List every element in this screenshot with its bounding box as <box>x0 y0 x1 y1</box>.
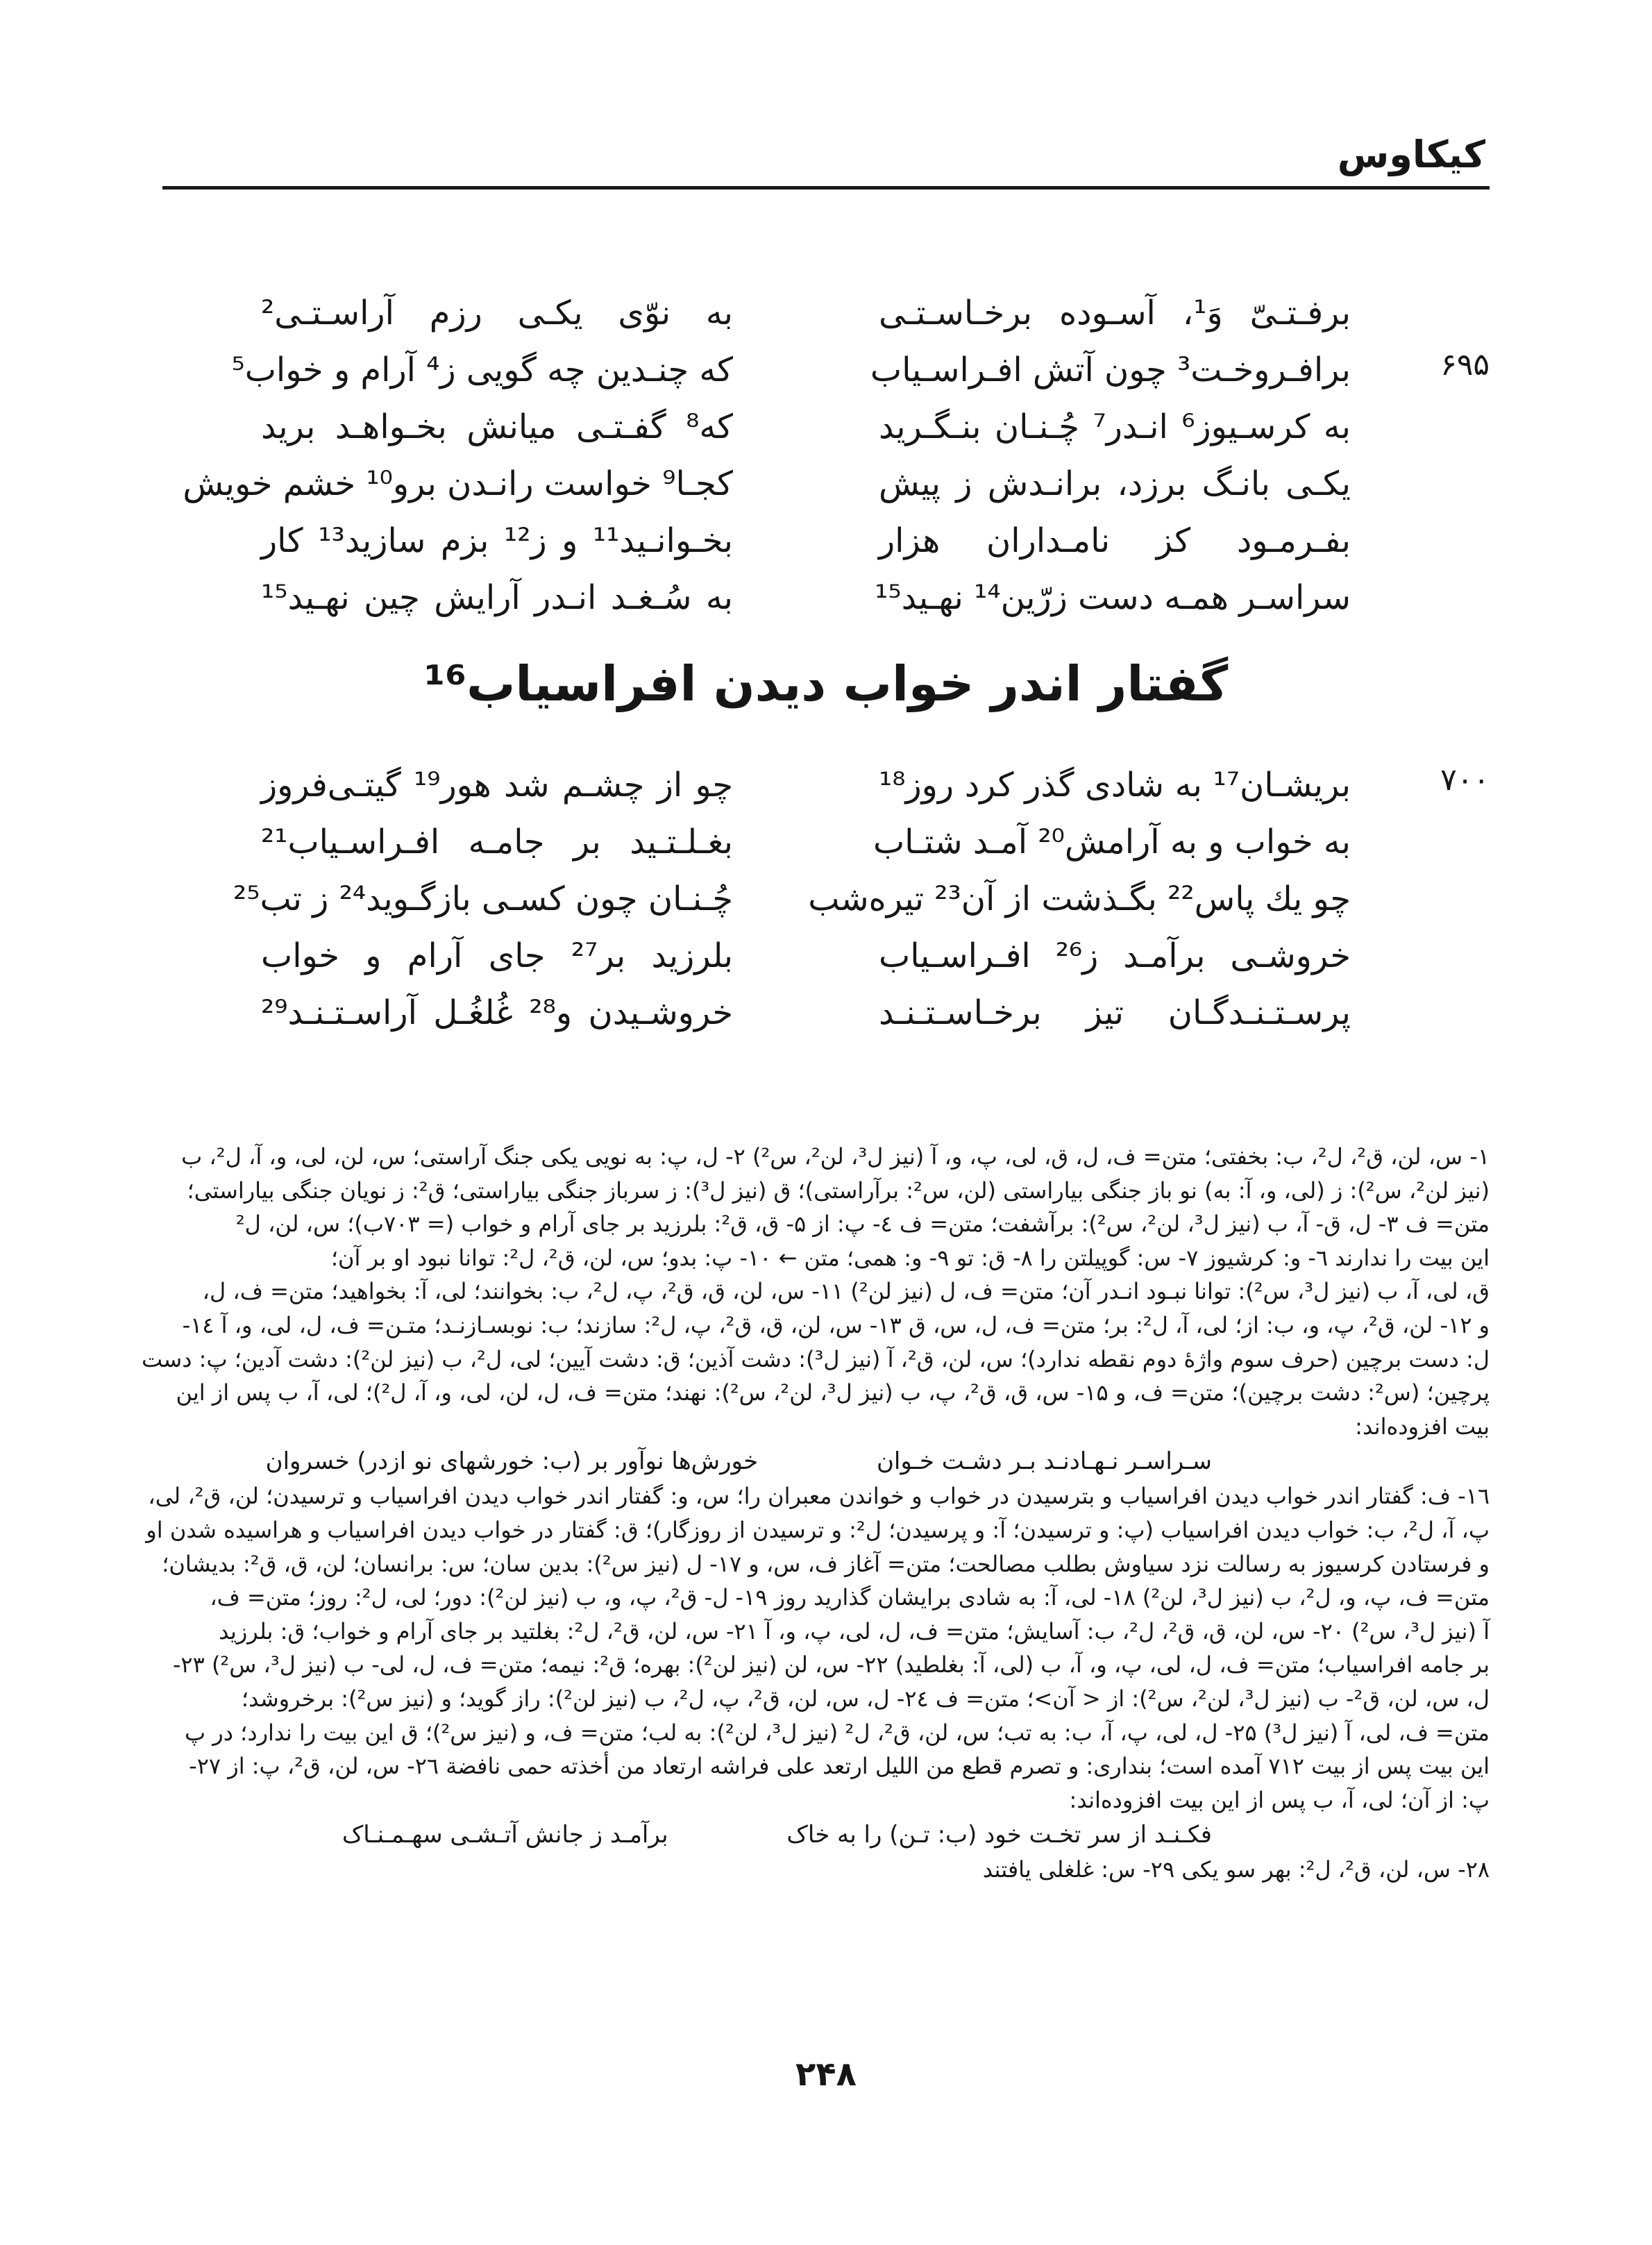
hemistich-second: چو از چشـم شد هور¹⁹ گیتـی‌فروز <box>261 766 734 805</box>
hemistich-second: که⁸ گفـتـی میانش بخـواهـد برید <box>261 407 733 446</box>
footnote-verse-second: برآمـد ز جانش آتـشـی سهـمـنـاک <box>342 1821 668 1849</box>
footnote-verse <box>162 1817 1490 1853</box>
hemistich-second: خروشـیدن و²⁸ غُلغُـل آراسـتـنـد²⁹ <box>261 993 734 1032</box>
hemistich-second: به نوّی یکـی رزم آراسـتـی² <box>261 294 733 333</box>
verse-row <box>231 342 1490 398</box>
section-heading: گفتار اندر خواب دیدن افراسیاب¹⁶ <box>423 655 1229 712</box>
footnotes <box>142 1140 1490 1887</box>
page-number: ۲۴۸ <box>795 2055 857 2094</box>
hemistich-second: به سُـغـد انـدر آرایش چین نهـید¹⁵ <box>261 578 733 617</box>
verse-number: ۶۹۵ <box>1440 347 1490 382</box>
hemistich-second: بغـلـتـید بر جامـه افـراسـیاب²¹ <box>261 823 733 861</box>
footnote-line: ق، لی، آ، ب (نیز ل³، س²): توانا نبـود انـدر آن؛ متن= ف، ل (نیز لن²) ۱۱- س، لن، ق، ق²، پ، ل²، ب: بخوانند؛ لی، آ: بخواهید؛ متن= ف، ل، <box>202 1278 1490 1305</box>
verse-row <box>233 871 1490 927</box>
hemistich-second: کجـا⁹ خواست رانـدن برو¹⁰ خشم خویش <box>183 464 733 503</box>
footnote-line: بیت افزوده‌اند: <box>1355 1413 1490 1440</box>
footnote-line: بر جامه افراسیاب؛ متن= ف، ل، لی، پ، و، آ، ب (لی، آ: بغلطید) ۲۲- س، لن (نیز لن²): بهره؛ ق²: نیمه؛ متن= ف، ل، لی- ب (نیز ل³، س²) ۲۳- <box>172 1651 1490 1679</box>
verses-top <box>183 285 1490 626</box>
hemistich-second: چُـنـان چون کسـی بازگـوید²⁴ ز تب²⁵ <box>233 880 733 918</box>
footnote-line: متن= ف ۳- ل، ق- آ، ب (نیز ل³، لن²، س²): برآشفت؛ متن= ف ٤- پ: از ۵- ق، ق²: بلرزید بر جای آرام و خواب (= ۷۰۳ب)؛ س، لن، ل² <box>235 1211 1490 1238</box>
footnote-line: (نیز لن²، س²): ز (لی، و، آ: به) نو باز جنگی بیاراستی (لن، س²: برآراستی)؛ ق (نیز ل³): ز سرباز جنگی بیاراستی؛ ق²: ز نویان جنگی بیاراستی؛ <box>187 1177 1490 1204</box>
hemistich-first: سراسـر همـه دست زرّین¹⁴ نهـید¹⁵ <box>875 578 1351 617</box>
hemistich-first: برافـروخـت³ چون آتش افـراسـیاب <box>870 351 1351 389</box>
hemistich-first: بریشـان¹⁷ به شادی گذر کرد روز¹⁸ <box>879 766 1351 805</box>
footnote-line: متن= ف، لی، آ (نیز ل³) ۲۵- ل، لی، پ، آ، ب: به تب؛ س، لن، ق²، ل² (نیز ل³، لن²): به لب؛ متن= ف، و (نیز س²)؛ ق این بیت را ندارد؛ در پ <box>185 1719 1490 1746</box>
verse-row <box>183 455 1490 512</box>
verse-row <box>250 569 1490 626</box>
footnote-line: و ۱۲- لن، ق²، پ، و، ب: از؛ لی، آ، ل²: بر؛ متن= ف، ل، س، ق ۱۳- س، لن، ق، ق²، پ، ل²: سازند؛ ب: نوبسـازنـد؛ متـن= ف، ل، لی، و، آ ۱٤- <box>182 1311 1490 1338</box>
hemistich-first: برفـتـیّ وَ¹، آسـوده برخـاسـتـی <box>879 294 1351 333</box>
footnote-line: ۱- س، لن، ق²، ل²، ب: بخفتی؛ متن= ف، ل، ق، لی، پ، و، آ (نیز ل³، لن²، س²) ۲- ل، پ: به نویی یکی جنگ آراستی؛ س، لن، لی، و، آ، ل²، ب <box>181 1143 1490 1170</box>
footnote-line: ۲۸- س، لن، ق²، ل²: بهر سو یکی ۲۹- س: غلغلی یافتند <box>982 1856 1490 1883</box>
chapter-title: کیکاوس <box>1337 133 1485 176</box>
verse-row <box>250 927 1490 984</box>
hemistich-first: بفـرمـود کز نامـداران هزار <box>879 521 1351 560</box>
footnote-line: آ (نیز ل³، س²) ۲۰- س، لن، ق، ق²، ل²، ب: آسایش؛ متن= ف، ل، لی، پ، و، آ ۲۱- س، لن، ق²، ل²: بغلتید بر جای آرام و خواب؛ ق: بلرزید <box>219 1617 1490 1645</box>
footnote-line: ل: دست برچین (حرف سوم واژهٔ دوم نقطه ندارد)؛ س، لن، ق²، آ (نیز ل³): دشت آذین؛ ق: دشت آیین؛ لی، ل²، ب (نیز لن²): دشت آدین؛ پ: دست <box>142 1345 1490 1372</box>
verse-row <box>250 757 1490 814</box>
footnote-line: پ، آ، ل²، ب: خواب دیدن افراسیاب (پ: و ترسیدن؛ آ: و پرسیدن؛ ل²: و ترسیدن از روزگار)؛ ق: گفتار در خواب دیدن افراسیاب و هراسیده شدن او <box>146 1516 1490 1543</box>
footnote-verse-first: فکـنـد از سر تخـت خود (ب: تـن) را به خاک <box>786 1821 1212 1849</box>
hemistich-first: چو یك پاس²² بگـذشت از آن²³ تیره‌شب <box>808 880 1351 918</box>
hemistich-first: پرسـتـنـدگـان تیز برخـاسـتـنـد <box>879 993 1351 1032</box>
verse-row <box>250 512 1490 569</box>
hemistich-first: یکـی بانـگ برزد، برانـدش ز پیش <box>879 464 1351 503</box>
verse-row <box>250 398 1490 455</box>
footnote-line: و فرستادن کرسیوز به رسالت نزد سیاوش بطلب مصالحت؛ متن= آغاز ف، س، و ۱۷- ل (نیز س²): بدین سان؛ س: برانسان؛ لن، ق، ق²: بدیشان؛ <box>162 1550 1490 1577</box>
footnote-verse <box>162 1443 1490 1479</box>
footnote-line: پ: از آن؛ لی، آ، ب پس از این بیت افزوده‌اند: <box>1069 1786 1490 1813</box>
hemistich-second: بخـوانـید¹¹ و ز¹² بزم سازید¹³ کار <box>261 521 734 560</box>
footnote-line: متن= ف، پ، و، ل²، ب (نیز ل³، لن²) ۱۸- لی، آ: به شادی برایشان گذارید روز ۱۹- ل- ق²، پ، و، ب (نیز لن²): دور؛ لی، ل²: روز؛ متن= ف، <box>210 1584 1490 1611</box>
hemistich-first: به کرسـیوز⁶ انـدر⁷ چُـنـان بنـگـرید <box>879 407 1351 446</box>
footnote-verse-second: خورش‌ها نوآور بر (ب: خورشهای نو ازدر) خسروان <box>265 1447 759 1476</box>
verse-row <box>250 984 1490 1041</box>
hemistich-second: بلرزید بر²⁷ جای آرام و خواب <box>261 936 734 975</box>
verse-row <box>250 814 1490 871</box>
footnote-line: ل، س، لن، ق²- ب (نیز ل³، لن²، س²): از < آن>؛ متن= ف ۲٤- ل، س، لن، ق²، پ، ل²، ب (نیز لن²): راز گوید؛ و (نیز س²): برخروشد؛ <box>241 1685 1490 1712</box>
verse-row <box>250 285 1490 342</box>
hemistich-first: به خواب و به آرامش²⁰ آمـد شتـاب <box>873 823 1351 861</box>
footnote-verse-first: سـراسـر نـهـادنـد بـر دشـت خـوان <box>876 1447 1212 1476</box>
hemistich-first: خروشـی برآمـد ز²⁶ افـراسـیاب <box>879 936 1351 975</box>
footnote-line: پرچین؛ (س²: دشت برچین)؛ متن= ف، و ۱۵- س، ق، ق²، پ، ب (نیز ل³، لن²، س²): نهند؛ متن= ف، ل، لن، لی، و، آ، ل²)؛ لی، آ، ب پس از این <box>176 1379 1490 1406</box>
verse-number: ۷۰۰ <box>1440 762 1490 798</box>
footnote-line: این بیت را ندارند ٦- و: کرشیوز ۷- س: گوپیلتن را ۸- ق: تو ۹- و: همی؛ متن ← ۱۰- پ: بدو؛ س، لن، ق²، ل²: توانا نبود او بر آن؛ <box>330 1244 1490 1271</box>
verses-bottom <box>233 757 1490 1041</box>
hemistich-second: که چنـدین چه گویی ز⁴ آرام و خواب⁵ <box>231 351 733 389</box>
footnote-line: این بیت پس از بیت ۷۱۲ آمده است؛ بنداری: و تصرم قطع من اللیل ارتعد علی فراشه ارتعاد من أخذته حمی نافضة ۲٦- س، لن، ق²، پ: از ۲۷- <box>189 1753 1490 1780</box>
footnote-line: ۱٦- ف: گفتار اندر خواب دیدن افراسیاب و بترسیدن در خواب و خواندن معبران را؛ س، و: گفتار اندر خواب دیدن افراسیاب و ترسیدن؛ لن، ق²، لی، <box>148 1483 1490 1510</box>
running-head <box>162 126 1490 190</box>
